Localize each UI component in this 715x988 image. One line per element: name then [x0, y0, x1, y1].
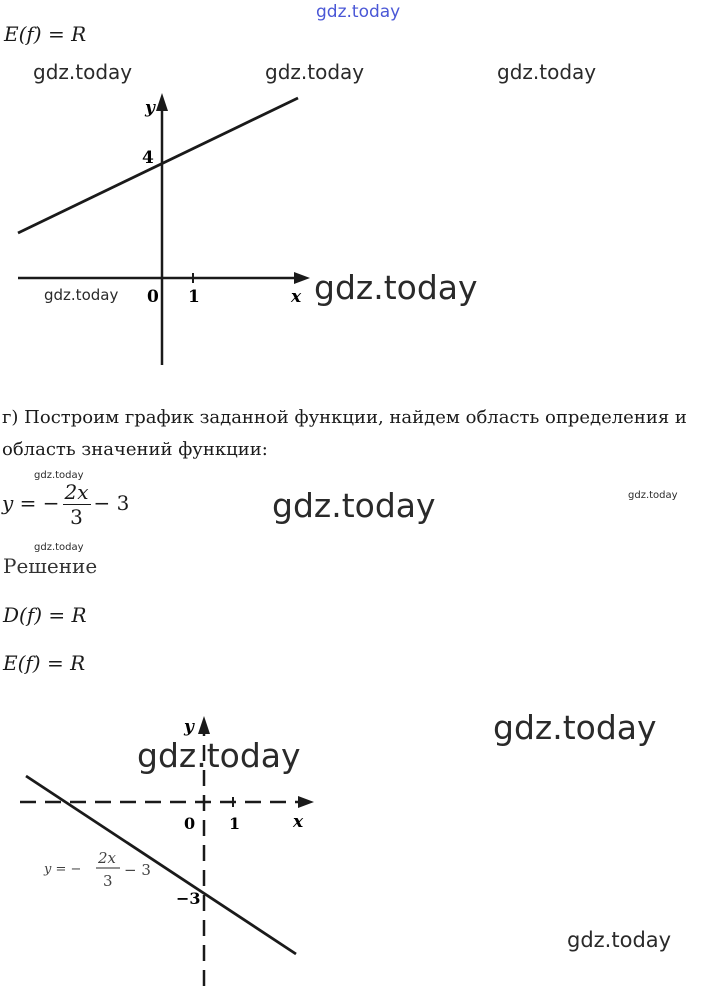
formula-lhs: y = −	[2, 491, 60, 515]
watermark-bottom-right: gdz.today	[567, 928, 672, 952]
graph1-x-label: x	[291, 287, 302, 307]
watermark-formula-large: gdz.today	[272, 486, 436, 525]
watermark-top: gdz.today	[316, 2, 401, 22]
range-statement: E(f) = R	[3, 651, 86, 675]
section-g-text: г) Построим график заданной функции, найдем область определения и область значений функции:	[2, 407, 687, 460]
watermark-graph2-top-right: gdz.today	[493, 708, 657, 747]
graph2-label-num: 2x	[98, 849, 117, 867]
graph2-label-prefix: y = −	[44, 862, 82, 877]
formula-denominator: 3	[70, 505, 83, 529]
domain-statement: D(f) = R	[3, 603, 87, 627]
watermark-graph1-large: gdz.today	[314, 268, 478, 307]
graph2-x-tick-label: 1	[229, 814, 241, 833]
graph2-intercept-label: −3	[176, 889, 201, 908]
range-statement-top: E(f) = R	[4, 22, 87, 46]
watermark-row-2: gdz.today	[265, 60, 365, 84]
watermark-formula-small: gdz.today	[34, 470, 84, 481]
graph2-x-arrow	[298, 796, 314, 808]
graph1-x-arrow	[294, 272, 310, 284]
graph2-label-den: 3	[103, 872, 113, 890]
function-formula	[2, 480, 129, 529]
graph2-label-tail: − 3	[124, 861, 151, 879]
graph1-y-label: y	[145, 98, 155, 118]
graph1-intercept-label: 4	[142, 148, 154, 168]
solution-heading: Решение	[3, 554, 98, 578]
formula-fraction	[63, 480, 91, 529]
graph2-y-label: y	[184, 717, 194, 737]
formula-tail: − 3	[93, 491, 130, 515]
graph1-x-tick-label: 1	[188, 287, 200, 307]
graph2-x-label: x	[293, 812, 304, 832]
graph1-y-arrow	[156, 93, 168, 111]
graph2-y-arrow	[198, 716, 210, 734]
graph2-line-label	[43, 849, 151, 890]
graph-1	[0, 85, 320, 370]
watermark-formula-right: gdz.today	[628, 490, 678, 501]
graph1-function-line	[18, 98, 298, 233]
watermark-graph1-small: gdz.today	[44, 286, 119, 304]
watermark-row-1: gdz.today	[33, 60, 133, 84]
graph2-origin-label: 0	[184, 814, 196, 833]
watermark-graph2-overlay: gdz.today	[137, 736, 301, 775]
graph1-origin-label: 0	[147, 287, 159, 307]
formula-numerator: 2x	[64, 480, 89, 504]
watermark-solution: gdz.today	[34, 542, 84, 553]
watermark-row-3: gdz.today	[497, 60, 597, 84]
